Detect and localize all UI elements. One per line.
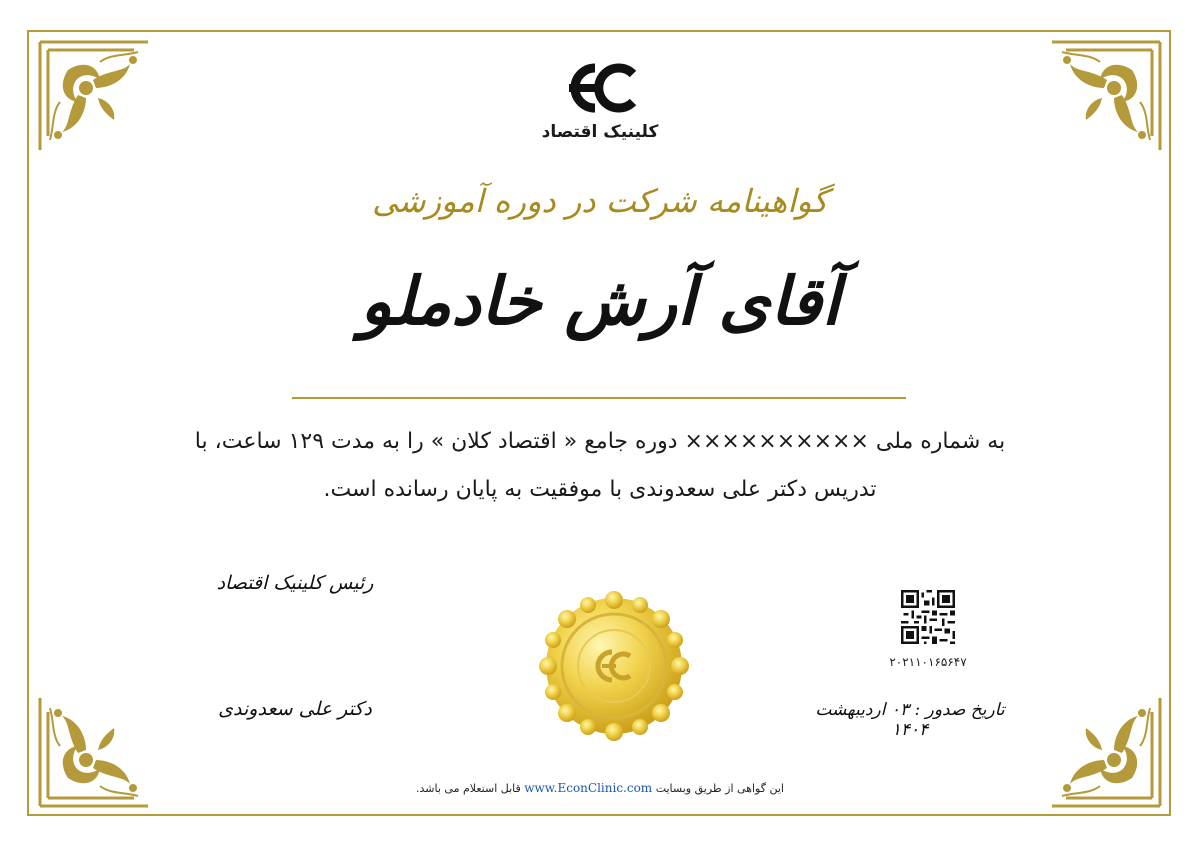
website-link[interactable]: www.EconClinic.com bbox=[524, 781, 653, 795]
divider-line bbox=[292, 397, 906, 399]
signatory-name: دکتر علی سعدوندی bbox=[218, 698, 372, 720]
qr-code-icon bbox=[901, 590, 955, 644]
issue-date: تاریخ صدور : ۰۳ اردیبهشت ۱۴۰۴ bbox=[815, 700, 1005, 740]
brand-name: کلینیک اقتصاد bbox=[541, 122, 659, 142]
body-line-1: به شماره ملی ×××××××××× دوره جامع « اقتصاد کلان » را به مدت ۱۲۹ ساعت، با bbox=[194, 429, 1006, 454]
footer-text-after: قابل استعلام می باشد. bbox=[416, 782, 521, 795]
recipient-name: آقای آرش خادملو bbox=[360, 262, 840, 340]
certificate-subtitle: گواهینامه شرکت در دوره آموزشی bbox=[372, 182, 828, 220]
certificate-number: ۲۰۲۱۱۰۱۶۵۶۴۷ bbox=[889, 655, 967, 669]
certificate-body bbox=[170, 418, 1030, 514]
ornament-corner-top-left-icon bbox=[38, 40, 158, 160]
ec-logo-icon bbox=[555, 58, 641, 118]
gold-seal-icon bbox=[538, 590, 690, 742]
ornament-corner-top-right-icon bbox=[1042, 40, 1162, 160]
ornament-corner-bottom-left-icon bbox=[38, 688, 158, 808]
body-line-2: تدریس دکتر علی سعدوندی با موفقیت به پایان رسانده است. bbox=[323, 477, 877, 502]
footer-note bbox=[300, 781, 900, 795]
ornament-corner-bottom-right-icon bbox=[1042, 688, 1162, 808]
footer-text-before: این گواهی از طریق وبسایت bbox=[655, 782, 784, 795]
signatory-title: رئیس کلینیک اقتصاد bbox=[216, 572, 374, 594]
